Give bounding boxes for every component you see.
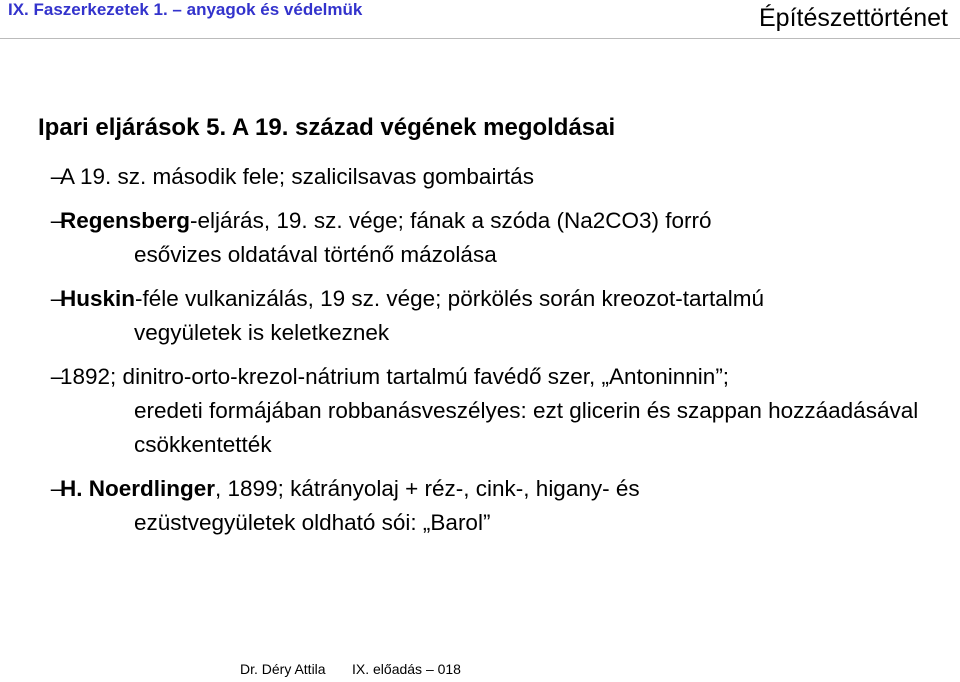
bullet-item <box>38 282 948 350</box>
bullet-text <box>60 360 948 394</box>
slide-title: Ipari eljárások 5. A 19. század végének megoldásai <box>38 114 616 141</box>
footer-lecture-number: IX. előadás – 018 <box>352 661 461 677</box>
bullet-continuation: eredeti formájában robbanásveszélyes: ezt glicerin és szappan hozzáadásával csökkentették <box>134 398 919 457</box>
bullet-rest: A 19. sz. második fele; szalicilsavas gombairtás <box>60 164 534 189</box>
bullet-rest: , 1899; kátrányolaj + réz-, cink-, higany- és <box>215 476 640 501</box>
bullet-item <box>38 472 948 540</box>
bullet-dash: – <box>50 476 64 501</box>
bullet-item <box>38 204 948 272</box>
bullet-dash: – <box>50 364 64 389</box>
bullet-dash: – <box>50 164 64 189</box>
bullet-dash: – <box>50 208 64 233</box>
bullet-text <box>60 160 948 194</box>
bullet-continuation: esővizes oldatával történő mázolása <box>134 242 497 267</box>
header-subject: Építészettörténet <box>758 4 948 32</box>
bullet-list <box>38 160 948 540</box>
bullet-bold: H. Noerdlinger <box>60 476 216 501</box>
bullet-continuation: ezüstvegyületek oldható sói: „Barol” <box>134 510 491 535</box>
bullet-text <box>60 472 948 506</box>
bullet-rest: -féle vulkanizálás, 19 sz. vége; pörkölés során kreozot-tartalmú <box>135 286 765 311</box>
bullet-item <box>38 360 948 462</box>
bullet-continuation: vegyületek is keletkeznek <box>134 320 390 345</box>
bullet-bold: Huskin <box>60 286 136 311</box>
header-course-title: IX. Faszerkezetek 1. – anyagok és védelmük <box>8 0 363 19</box>
bullet-rest: -eljárás, 19. sz. vége; fának a szóda (Na2CO3) forró <box>190 208 712 233</box>
bullet-item <box>38 160 948 194</box>
footer-author: Dr. Déry Attila <box>240 661 326 677</box>
bullet-rest: 1892; dinitro-orto-krezol-nátrium tartalmú favédő szer, „Antoninnin”; <box>60 364 730 389</box>
bullet-bold: Regensberg <box>60 208 191 233</box>
header-divider <box>0 38 960 39</box>
bullet-dash: – <box>50 286 64 311</box>
bullet-text <box>60 282 948 316</box>
bullet-text <box>60 204 948 238</box>
